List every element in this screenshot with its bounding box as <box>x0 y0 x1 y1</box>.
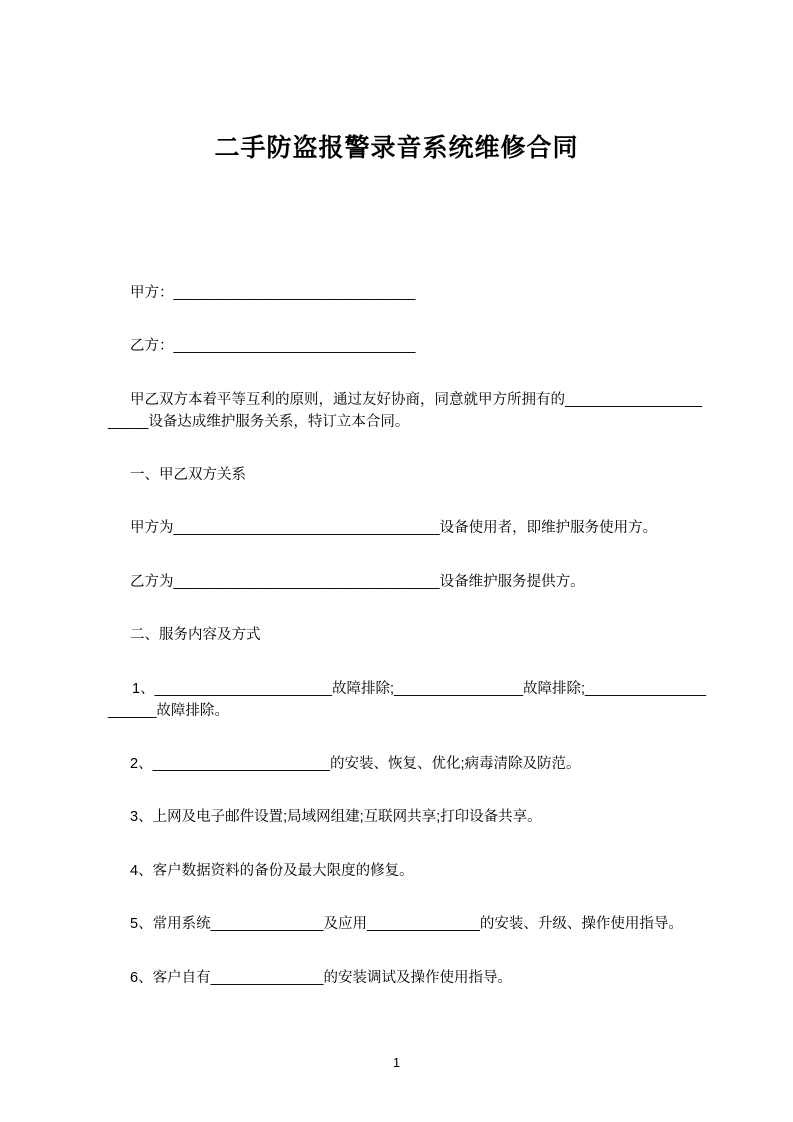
page-title: 二手防盗报警录音系统维修合同 <box>214 134 579 162</box>
party-a-line: 甲方：______________________________ <box>130 285 416 301</box>
service-item-5: 5、常用系统______________及应用______________的安装、升级、操作使用指导。 <box>130 916 683 933</box>
document-body <box>108 282 708 1020</box>
party-a-role: 甲方为_________________________________设备使用者，即维护服务使用方。 <box>130 520 658 537</box>
service-item-6: 6、客户自有______________的安装调试及操作使用指导。 <box>130 969 512 986</box>
party-b-role: 乙方为_________________________________设备维护服务提供方。 <box>130 573 585 590</box>
section-heading-parties: 一、甲乙双方关系 <box>130 466 246 483</box>
service-item-4: 4、客户数据资料的备份及最大限度的修复。 <box>130 862 414 879</box>
preamble-paragraph: 甲乙双方本着平等互利的原则，通过友好协商，同意就甲方所拥有的______________________设备达成维护服务关系，特订立本合同。 <box>108 391 703 431</box>
service-item-2: 2、______________________的安装、恢复、优化;病毒清除及防范。 <box>130 755 581 772</box>
section-heading-services: 二、服务内容及方式 <box>130 627 261 644</box>
party-b-line: 乙方：______________________________ <box>130 338 416 355</box>
service-item-3: 3、上网及电子邮件设置;局域网组建;互联网共享;打印设备共享。 <box>130 809 542 826</box>
page-number: 1 <box>392 1055 401 1070</box>
service-item-1: 1、______________________故障排除;________________故障排除;_____________________故障排除。 <box>108 680 707 720</box>
